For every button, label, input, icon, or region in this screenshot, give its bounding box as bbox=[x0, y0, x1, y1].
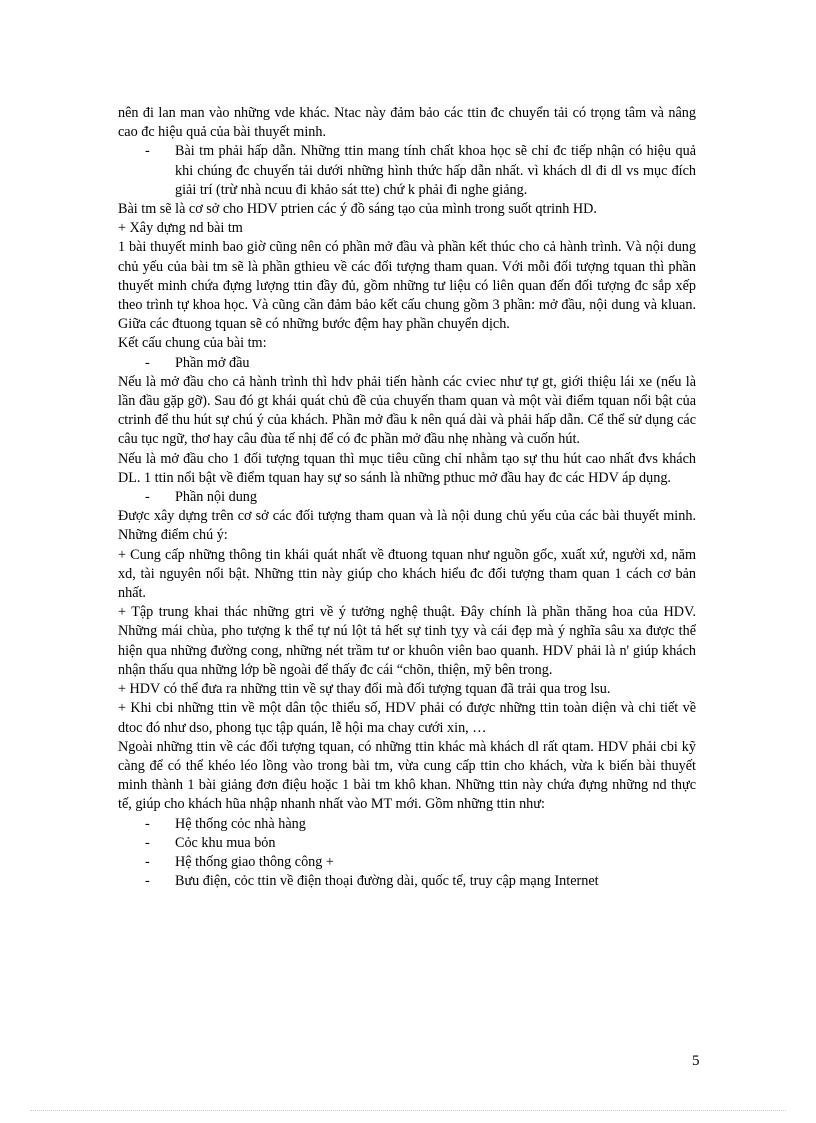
bullet-item bbox=[118, 142, 696, 200]
bullet-item bbox=[118, 815, 696, 834]
paragraph: Kết cấu chung của bài tm: bbox=[118, 335, 267, 352]
bullet-marker: - bbox=[145, 873, 150, 890]
paragraph: Bài tm sẽ là cơ sở cho HDV ptrien các ý đồ sáng tạo của mình trong suốt qtrinh HD. bbox=[118, 201, 597, 218]
paragraph: nên đi lan man vào những vde khác. Ntac này đảm bảo các ttin đc chuyển tải có trọng tâm và nâng cao đc hiệu quả của bài thuyết minh. bbox=[118, 105, 696, 141]
paragraph: + Tập trung khai thác những gtri về ý tưởng nghệ thuật. Đây chính là phần thăng hoa của HDV. Những mái chùa, pho tượng k thể tự nú lột tả hết sự tinh tỵy và cái đẹp mà ý nghĩa sâu xa được thể hiện qua những đường cong, những nét trầm tư or khuôn viên bao quanh. HDV phải là n' giúp khách nhận thấu qua những lớp bề ngoài để thấy đc cái “chõn, thiện, mỹ bên trong. bbox=[118, 604, 696, 678]
paragraph: Nếu là mở đầu cho 1 đối tượng tquan thì mục tiêu cũng chỉ nhằm tạo sự thu hút cao nhất đvs khách DL. 1 ttin nổi bật về điểm tquan hay sự so sánh là những pthuc mở đầu hay đc các HDV áp dụng. bbox=[118, 450, 696, 486]
bullet-text: Phần mở đầu bbox=[175, 354, 250, 371]
bullet-text: Bài tm phải hấp dẫn. Những ttin mang tính chất khoa học sẽ chỉ đc tiếp nhận có hiệu quả khi chúng đc chuyển tải dưới những hình thức hấp dẫn nhất. vì khách dl đi dl vs mục đích giải trí (trừ nhà ncuu đi khảo sát tte) chứ k phải đi nghe giảng. bbox=[175, 143, 696, 198]
bullet-marker: - bbox=[145, 489, 150, 506]
bullet-item bbox=[118, 853, 696, 872]
page-number: 5 bbox=[692, 1053, 700, 1069]
paragraph: + HDV có thể đưa ra những ttin về sự thay đổi mà đối tượng tquan đã trải qua trog lsu. bbox=[118, 681, 611, 698]
bullet-text: Bưu điện, cỏc ttin về điện thoại đường dài, quốc tế, truy cập mạng Internet bbox=[175, 873, 599, 890]
bullet-text: Cỏc khu mua bỏn bbox=[175, 834, 276, 851]
bullet-item bbox=[118, 872, 696, 891]
paragraph: Được xây dựng trên cơ sở các đối tượng tham quan và là nội dung chủ yếu của các bài thuyết minh. Những điểm chú ý: bbox=[118, 508, 696, 544]
bullet-text: Hệ thống giao thông công + bbox=[175, 853, 334, 870]
paragraph: + Xây dựng nd bài tm bbox=[118, 220, 243, 237]
body-text bbox=[118, 104, 696, 891]
paragraph: + Cung cấp những thông tin khái quát nhất về đtuong tquan như nguồn gốc, xuất xứ, người xd, năm xd, tài nguyên nổi bật. Những ttin này giúp cho khách hiểu đc đối tượng tham quan 1 cách cơ bản nhất. bbox=[118, 546, 696, 602]
bullet-item bbox=[118, 488, 696, 507]
bullet-marker: - bbox=[145, 143, 150, 160]
bullet-text: Phần nội dung bbox=[175, 489, 257, 506]
paragraph: Nếu là mở đầu cho cả hành trình thì hdv phải tiến hành các cviec như tự gt, giới thiệu lái xe (nếu là lần đầu gặp gỡ). Sau đó gt khái quát chủ đề của chuyến tham quan và một vài điểm tquan nổi bật của ctrinh để thu hút sự chú ý của khách. Phần mở đầu k nên quá dài và phải hấp dẫn. Cể thể sử dụng các câu tục ngữ, thơ hay câu đùa tế nhị để có đc phần mở đầu nhẹ nhàng và cuốn hút. bbox=[118, 373, 696, 448]
paragraph: + Khi cbi những ttin về một dân tộc thiểu số, HDV phải có được những ttin toàn diện và chi tiết về dtoc đó như dso, phong tục tập quán, lễ hội ma chay cưới xin, … bbox=[118, 700, 696, 736]
bullet-marker: - bbox=[145, 834, 150, 851]
paragraph: 1 bài thuyết minh bao giờ cũng nên có phần mở đầu và phần kết thúc cho cả hành trình. Và nội dung chủ yếu của bài tm sẽ là phần gthieu về các đối tượng tham quan. Với mỗi đối tượng tquan thì phần thuyết minh chứa đựng lượng ttin đầy đủ, gồm những tư liệu có liên quan đến đối tượng đc sắp xếp theo trình tự khoa học. Và cũng cần đảm bảo kết cấu chung gồm 3 phần: mở đầu, nội dung và kluan. Giữa các đtuong tquan sẽ có những bước đệm hay phần chuyển dịch. bbox=[118, 239, 696, 333]
bullet-marker: - bbox=[145, 354, 150, 371]
bullet-marker: - bbox=[145, 853, 150, 870]
paragraph: Ngoài những ttin về các đối tượng tquan, có những ttin khác mà khách dl rất qtam. HDV phải cbi kỹ càng để có thể khéo léo lồng vào trong bài tm, vừa cung cấp ttin cho khách, vừa k biến bài thuyết minh thành 1 bài giảng đơn điệu hoặc 1 bài tm khô khan. Những ttin này chứa đựng những nd thực tế, giúp cho khách hũa nhập nhanh nhất vào MT mới. Gồm những ttin như: bbox=[118, 738, 696, 813]
bullet-text: Hệ thống cỏc nhà hàng bbox=[175, 815, 306, 832]
page-bottom-divider bbox=[30, 1110, 786, 1111]
bullet-item bbox=[118, 354, 696, 373]
bullet-marker: - bbox=[145, 815, 150, 832]
bullet-item bbox=[118, 834, 696, 853]
